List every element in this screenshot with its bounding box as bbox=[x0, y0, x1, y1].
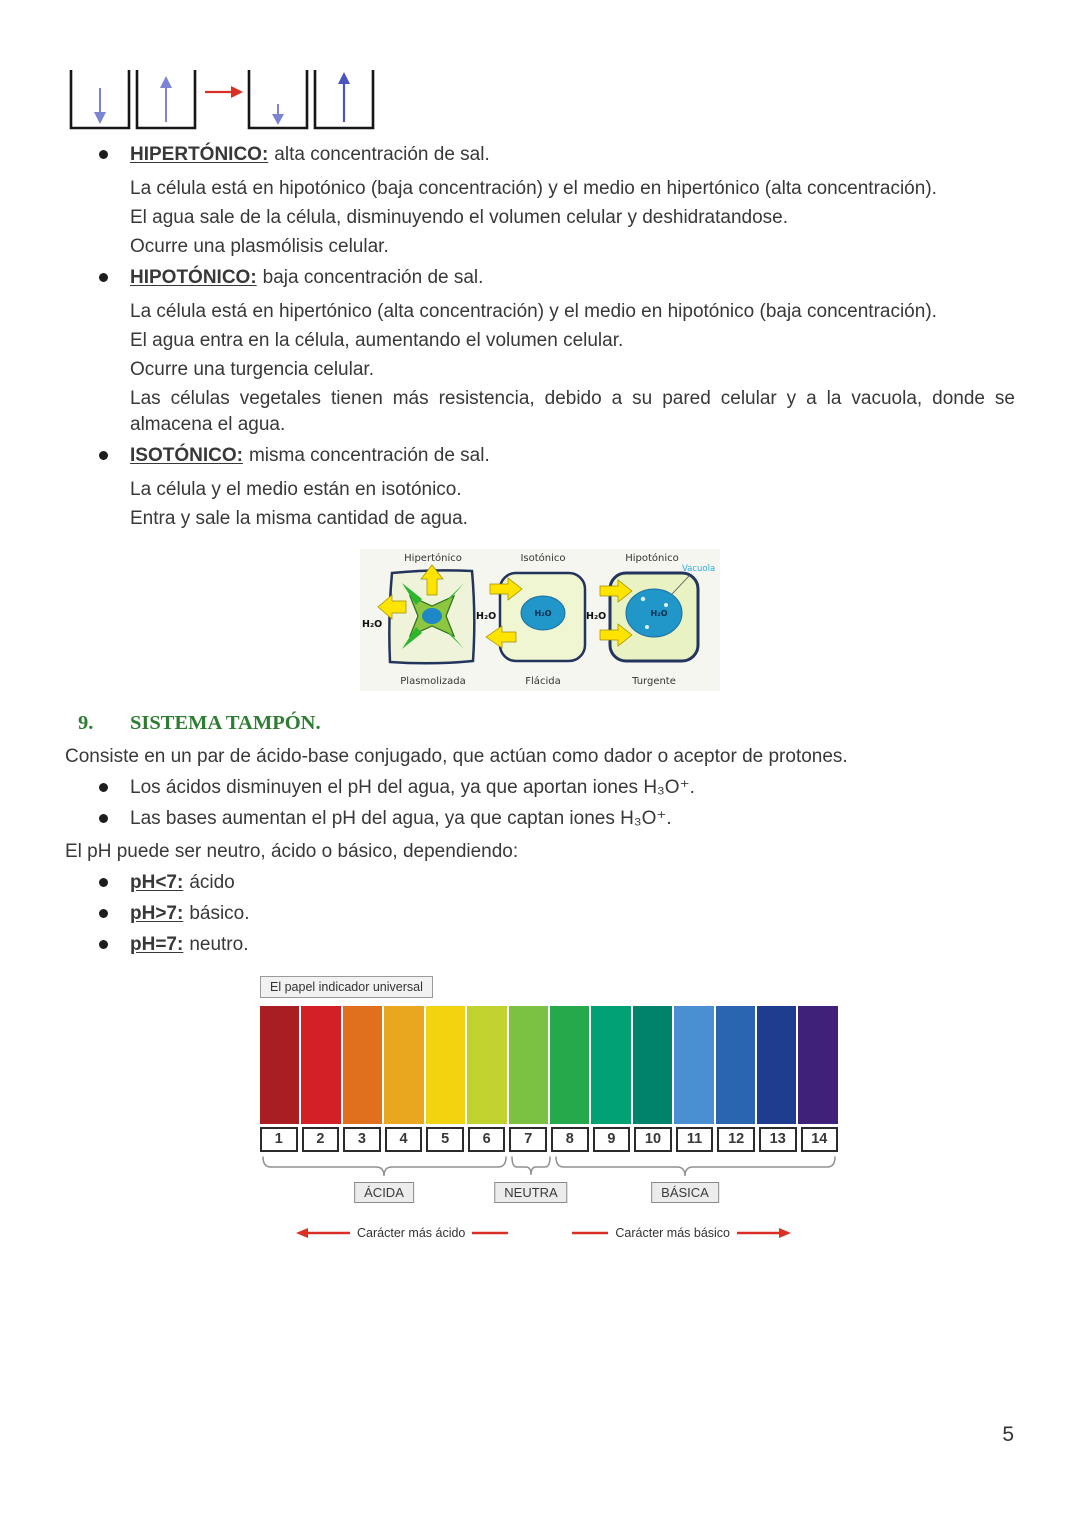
down-arrow-icon bbox=[272, 104, 284, 125]
bullet-dot bbox=[65, 870, 130, 896]
tonicity-list bbox=[65, 142, 1015, 535]
bullet-dot bbox=[65, 806, 130, 832]
bullet-text: Las bases aumentan el pH del agua, ya que captan iones H₃O⁺. bbox=[130, 808, 672, 829]
ph-number-13: 13 bbox=[759, 1127, 797, 1152]
ph-bar-6 bbox=[467, 1006, 506, 1124]
cell-tonicity-figure bbox=[360, 549, 720, 696]
ph-arrow-row bbox=[260, 1226, 838, 1240]
ph-number-9: 9 bbox=[593, 1127, 631, 1152]
term-line bbox=[130, 142, 1015, 168]
ph-intro-paragraph: El pH puede ser neutro, ácido o básico, dependiendo: bbox=[65, 841, 519, 862]
neutral-brace bbox=[512, 1157, 550, 1175]
bullet-dot bbox=[65, 901, 130, 927]
ph-definition: ácido bbox=[189, 872, 235, 893]
bullet-dot bbox=[65, 265, 130, 441]
list-item-hipotonico bbox=[65, 265, 1015, 441]
bullet-dot-shape bbox=[99, 878, 108, 887]
turgid-cell bbox=[600, 573, 698, 661]
neutral-group-label: NEUTRA bbox=[494, 1182, 567, 1203]
ph-bar-7 bbox=[509, 1006, 548, 1124]
ph-group-labels bbox=[260, 1182, 838, 1210]
label-isotonico: Isotónico bbox=[520, 553, 566, 564]
bullet-text: Los ácidos disminuyen el pH del agua, ya que aportan iones H₃O⁺. bbox=[130, 777, 695, 798]
label-hipertonico: Hipertónico bbox=[404, 553, 462, 564]
buffer-bullets bbox=[65, 775, 1015, 832]
term-line bbox=[130, 265, 1015, 291]
vacuola-label: Vacuola bbox=[682, 564, 716, 574]
basic-arrow-label: Carácter más básico bbox=[615, 1226, 730, 1240]
down-arrow-icon bbox=[94, 88, 106, 124]
ph-definition: neutro. bbox=[189, 934, 249, 955]
ph-bar-8 bbox=[550, 1006, 589, 1124]
section-title: SISTEMA TAMPÓN. bbox=[130, 712, 321, 734]
bullet-dot-shape bbox=[99, 814, 108, 823]
acid-brace bbox=[263, 1157, 506, 1176]
ph-bar-3 bbox=[343, 1006, 382, 1124]
acid-arrow-label: Carácter más ácido bbox=[357, 1226, 466, 1240]
right-arrow-icon bbox=[737, 1227, 791, 1239]
paragraph: Ocurre una plasmólisis celular. bbox=[130, 236, 389, 257]
h2o-label: H₂O bbox=[650, 609, 668, 618]
h2o-label: H₂O bbox=[534, 609, 552, 618]
bullet-dot-shape bbox=[99, 273, 108, 282]
label-flacida: Flácida bbox=[525, 676, 561, 687]
left-arrow-icon bbox=[296, 1227, 350, 1239]
ph-bar-2 bbox=[301, 1006, 340, 1124]
ph-number-3: 3 bbox=[343, 1127, 381, 1152]
paragraph: Entra y sale la misma cantidad de agua. bbox=[130, 508, 468, 529]
acid-group-label: ÁCIDA bbox=[354, 1182, 414, 1203]
label-hipotonico: Hipotónico bbox=[625, 553, 679, 564]
ph-number-2: 2 bbox=[302, 1127, 340, 1152]
buffer-intro-paragraph: Consiste en un par de ácido-base conjugado, que actúan como dador o aceptor de protones. bbox=[65, 746, 848, 767]
h2o-label: H₂O bbox=[586, 611, 607, 622]
section-heading bbox=[78, 712, 1015, 735]
term-definition: misma concentración de sal. bbox=[248, 445, 490, 466]
bullet-dot-shape bbox=[99, 451, 108, 460]
line-segment bbox=[472, 1227, 508, 1239]
ph-term: pH>7: bbox=[130, 903, 184, 924]
ph-number-12: 12 bbox=[717, 1127, 755, 1152]
term-hipotonico: HIPOTÓNICO: bbox=[130, 267, 257, 288]
ph-bar-13 bbox=[757, 1006, 796, 1124]
up-arrow-icon bbox=[160, 76, 172, 122]
bullet-dot bbox=[65, 142, 130, 263]
paragraph: Las células vegetales tienen más resistencia, debido a su pared celular y a la vacuola, donde se almacena el agua. bbox=[130, 388, 1015, 435]
ph-term: pH=7: bbox=[130, 934, 184, 955]
bullet-text bbox=[130, 870, 1015, 896]
bullet-text bbox=[130, 932, 1015, 958]
ph-group-braces bbox=[260, 1154, 838, 1180]
h2o-label: H₂O bbox=[362, 619, 383, 630]
ph-number-4: 4 bbox=[385, 1127, 423, 1152]
bullet-dot-shape bbox=[99, 940, 108, 949]
ph-bar-14 bbox=[798, 1006, 837, 1124]
list-item-hipertonico bbox=[65, 142, 1015, 263]
term-definition: baja concentración de sal. bbox=[262, 267, 484, 288]
right-arrow-icon bbox=[205, 86, 243, 98]
list-item-content bbox=[130, 142, 1015, 263]
bullet-text bbox=[130, 901, 1015, 927]
term-line bbox=[130, 443, 1015, 469]
term-definition: alta concentración de sal. bbox=[274, 144, 490, 165]
list-item-content bbox=[130, 265, 1015, 441]
bullet-dot bbox=[65, 775, 130, 801]
term-hipertonico: HIPERTÓNICO: bbox=[130, 144, 269, 165]
ph-number-14: 14 bbox=[801, 1127, 839, 1152]
ph-indicator-figure bbox=[260, 976, 838, 1240]
ph-number-1: 1 bbox=[260, 1127, 298, 1152]
basic-brace bbox=[556, 1157, 835, 1176]
ph-bar-5 bbox=[426, 1006, 465, 1124]
term-isotonico: ISOTÓNICO: bbox=[130, 445, 243, 466]
bullet-dot bbox=[65, 932, 130, 958]
up-arrow-icon bbox=[338, 72, 350, 122]
bullet-dot-shape bbox=[99, 783, 108, 792]
list-item-ph-neutral bbox=[65, 932, 1015, 958]
basic-direction bbox=[572, 1226, 791, 1240]
cell-tonicity-illustration bbox=[360, 549, 720, 691]
bullet-dot-shape bbox=[99, 909, 108, 918]
plasmolyzed-cell bbox=[378, 565, 474, 663]
list-item-ph-acid bbox=[65, 870, 1015, 896]
ph-number-11: 11 bbox=[676, 1127, 714, 1152]
list-item-isotonico bbox=[65, 443, 1015, 535]
ph-bar-1 bbox=[260, 1006, 299, 1124]
line-segment bbox=[572, 1227, 608, 1239]
ph-number-7: 7 bbox=[509, 1127, 547, 1152]
osmosis-beaker-diagram bbox=[67, 64, 382, 134]
ph-bar-4 bbox=[384, 1006, 423, 1124]
ph-number-5: 5 bbox=[426, 1127, 464, 1152]
list-item-acids bbox=[65, 775, 1015, 801]
paragraph: El agua sale de la célula, disminuyendo el volumen celular y deshidratandose. bbox=[130, 207, 789, 228]
label-turgente: Turgente bbox=[632, 676, 676, 687]
page-number: 5 bbox=[1002, 1423, 1014, 1446]
list-item-bases bbox=[65, 806, 1015, 832]
paragraph: La célula y el medio están en isotónico. bbox=[130, 479, 462, 500]
paragraph: La célula está en hipertónico (alta concentración) y el medio en hipotónico (baja concentración). bbox=[130, 301, 937, 322]
ph-color-bars bbox=[260, 1006, 838, 1124]
ph-term: pH<7: bbox=[130, 872, 184, 893]
ph-number-row bbox=[260, 1127, 838, 1152]
paragraph: El agua entra en la célula, aumentando el volumen celular. bbox=[130, 330, 624, 351]
acid-direction bbox=[296, 1226, 508, 1240]
list-item-content bbox=[130, 443, 1015, 535]
ph-number-10: 10 bbox=[634, 1127, 672, 1152]
ph-number-6: 6 bbox=[468, 1127, 506, 1152]
h2o-label: H₂O bbox=[476, 611, 497, 622]
paragraph: La célula está en hipotónico (baja concentración) y el medio en hipertónico (alta concentración). bbox=[130, 178, 937, 199]
ph-number-8: 8 bbox=[551, 1127, 589, 1152]
label-plasmolizada: Plasmolizada bbox=[400, 676, 466, 687]
list-item-ph-basic bbox=[65, 901, 1015, 927]
ph-bar-9 bbox=[591, 1006, 630, 1124]
ph-figure-title: El papel indicador universal bbox=[260, 976, 433, 998]
ph-bullets bbox=[65, 870, 1015, 958]
basic-group-label: BÁSICA bbox=[651, 1182, 719, 1203]
ph-bar-10 bbox=[633, 1006, 672, 1124]
bullet-dot bbox=[65, 443, 130, 535]
paragraph: Ocurre una turgencia celular. bbox=[130, 359, 374, 380]
ph-bar-11 bbox=[674, 1006, 713, 1124]
ph-definition: básico. bbox=[189, 903, 250, 924]
ph-bar-12 bbox=[716, 1006, 755, 1124]
section-number: 9. bbox=[78, 712, 94, 734]
bullet-dot-shape bbox=[99, 150, 108, 159]
